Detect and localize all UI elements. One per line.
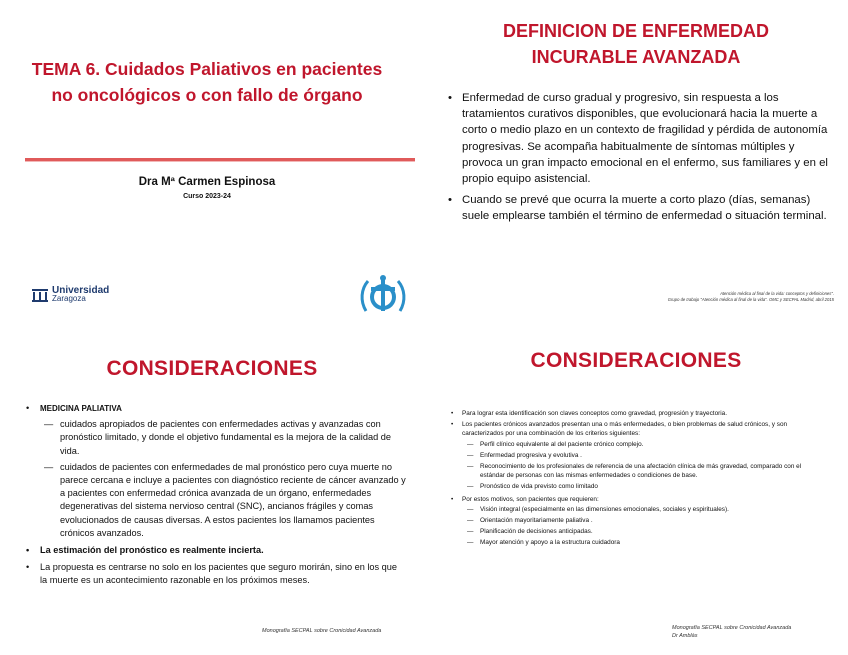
list-item: • Para lograr esta identificación son claves conceptos como gravedad, progresión y trayectoria. (450, 409, 825, 418)
slide-heading: CONSIDERACIONES (106, 357, 318, 380)
list-text: Los pacientes crónicos avanzados presentan una o más enfermedades, o bien problemas de salud crónicos, y son caracterizados por una combinación de los criterios siguientes: (462, 421, 788, 438)
list-item (450, 420, 825, 491)
source-citation: Monografía SECPAL sobre Cronicidad Avanzada (262, 628, 382, 634)
list-heading: MEDICINA PALIATIVA (40, 404, 122, 413)
source-line: Grupo de trabajo "Atención médica al final de la vida". OMC y SECPAL Madrid, abril 2015 (667, 297, 834, 302)
course-label: Curso 2023-24 (183, 193, 231, 200)
university-city: Zaragoza (52, 294, 86, 303)
list-item: • La propuesta es centrarse no solo en los pacientes que seguro morirán, sino en los que la muerte es un acontecimiento razonable en los próximos meses. (26, 561, 406, 587)
title-divider (25, 158, 415, 162)
slide-title (0, 0, 424, 327)
sub-list-item: — Orientación mayoritariamente paliativa . (462, 516, 825, 525)
sub-list-item: — Reconocimiento de los profesionales de referencia de una afectación clínica de más gravedad, comparado con el estándar de personas con las mismas enfermedades o condiciones de base. (462, 462, 825, 480)
sub-list-item: — Pronóstico de vida previsto como limitado (462, 482, 825, 491)
list-item: • Enfermedad de curso gradual y progresivo, sin respuesta a los tratamientos curativos disponibles, que evolucionará hacia la muerte a corto o medio plazo en un contexto de fragilidad y pérdida de autonomía progresivas. Se acompaña habitualmente de síntomas múltiples y provoca un gran impacto emocional en el enfermo, sus familiares y en el propio equipo asistencial. (446, 90, 836, 187)
considerations-list (26, 402, 406, 592)
source-citation (668, 291, 834, 303)
sub-list (462, 440, 825, 492)
list-item: • Cuando se prevé que ocurra la muerte a corto plazo (días, semanas) suele emplearse también el término de enfermedad o situación terminal. (446, 192, 836, 224)
sub-list (462, 505, 825, 548)
sub-list-item: — Visión integral (especialmente en las dimensiones emocionales, sociales y espirituales). (462, 505, 825, 514)
source-line: Monografía SECPAL sobre Cronicidad Avanzada (672, 625, 792, 631)
sub-list-item: — cuidados apropiados de pacientes con enfermedades activas y avanzadas con pronóstico limitado, y donde el objetivo fundamental es la mejora de la calidad de vida. (40, 418, 406, 458)
sub-list-item: — cuidados de pacientes con enfermedades de mal pronóstico pero cuya muerte no parece cercana e incluye a pacientes con diagnóstico reciente de cáncer avanzado y a pacientes con enfermedad crónica avanzada de un órgano, enfermedades degenerativas del sistema nervioso central (SNC), ancianos frágiles y comas evolucionados de causas diversas. A estos pacientes los llamamos pacientes crónicos avanzados. (40, 461, 406, 540)
university-logo (32, 287, 109, 303)
source-line: Dr Amblàs (672, 633, 698, 639)
list-text: Por estos motivos, son pacientes que requieren: (462, 495, 599, 503)
sub-list (40, 418, 406, 540)
sub-list-item: — Mayor atención y apoyo a la estructura cuidadora (462, 538, 825, 547)
slide-considerations-2 (424, 327, 848, 655)
slide-heading: CONSIDERACIONES (530, 349, 742, 372)
slide-heading: DEFINICION DE ENFERMEDAD INCURABLE AVANZADA (502, 21, 769, 67)
source-line: Atención médica al final de la vida: conceptos y definiciones". (720, 291, 834, 296)
source-citation (672, 624, 791, 640)
sub-list-item: — Planificación de decisiones anticipadas. (462, 527, 825, 536)
university-crest-icon (32, 289, 48, 302)
author-name: Dra Mª Carmen Espinosa (138, 176, 276, 188)
list-item: • La estimación del pronóstico es realmente incierta. (26, 544, 406, 557)
slide-definition (424, 0, 848, 327)
university-name: Universidad (52, 285, 110, 296)
slide-considerations-1 (0, 327, 424, 655)
sub-list-item: — Perfil clínico equivalente al del paciente crónico complejo. (462, 440, 825, 449)
list-item (450, 495, 825, 548)
definition-list (446, 90, 836, 230)
sub-list-item: — Enfermedad progresiva y evolutiva . (462, 451, 825, 460)
list-item (26, 402, 406, 540)
cross-emblem-icon (358, 273, 408, 315)
considerations-list (450, 409, 825, 551)
presentation-title: TEMA 6. Cuidados Paliativos en pacientes no oncológicos o con fallo de órgano (31, 59, 383, 105)
